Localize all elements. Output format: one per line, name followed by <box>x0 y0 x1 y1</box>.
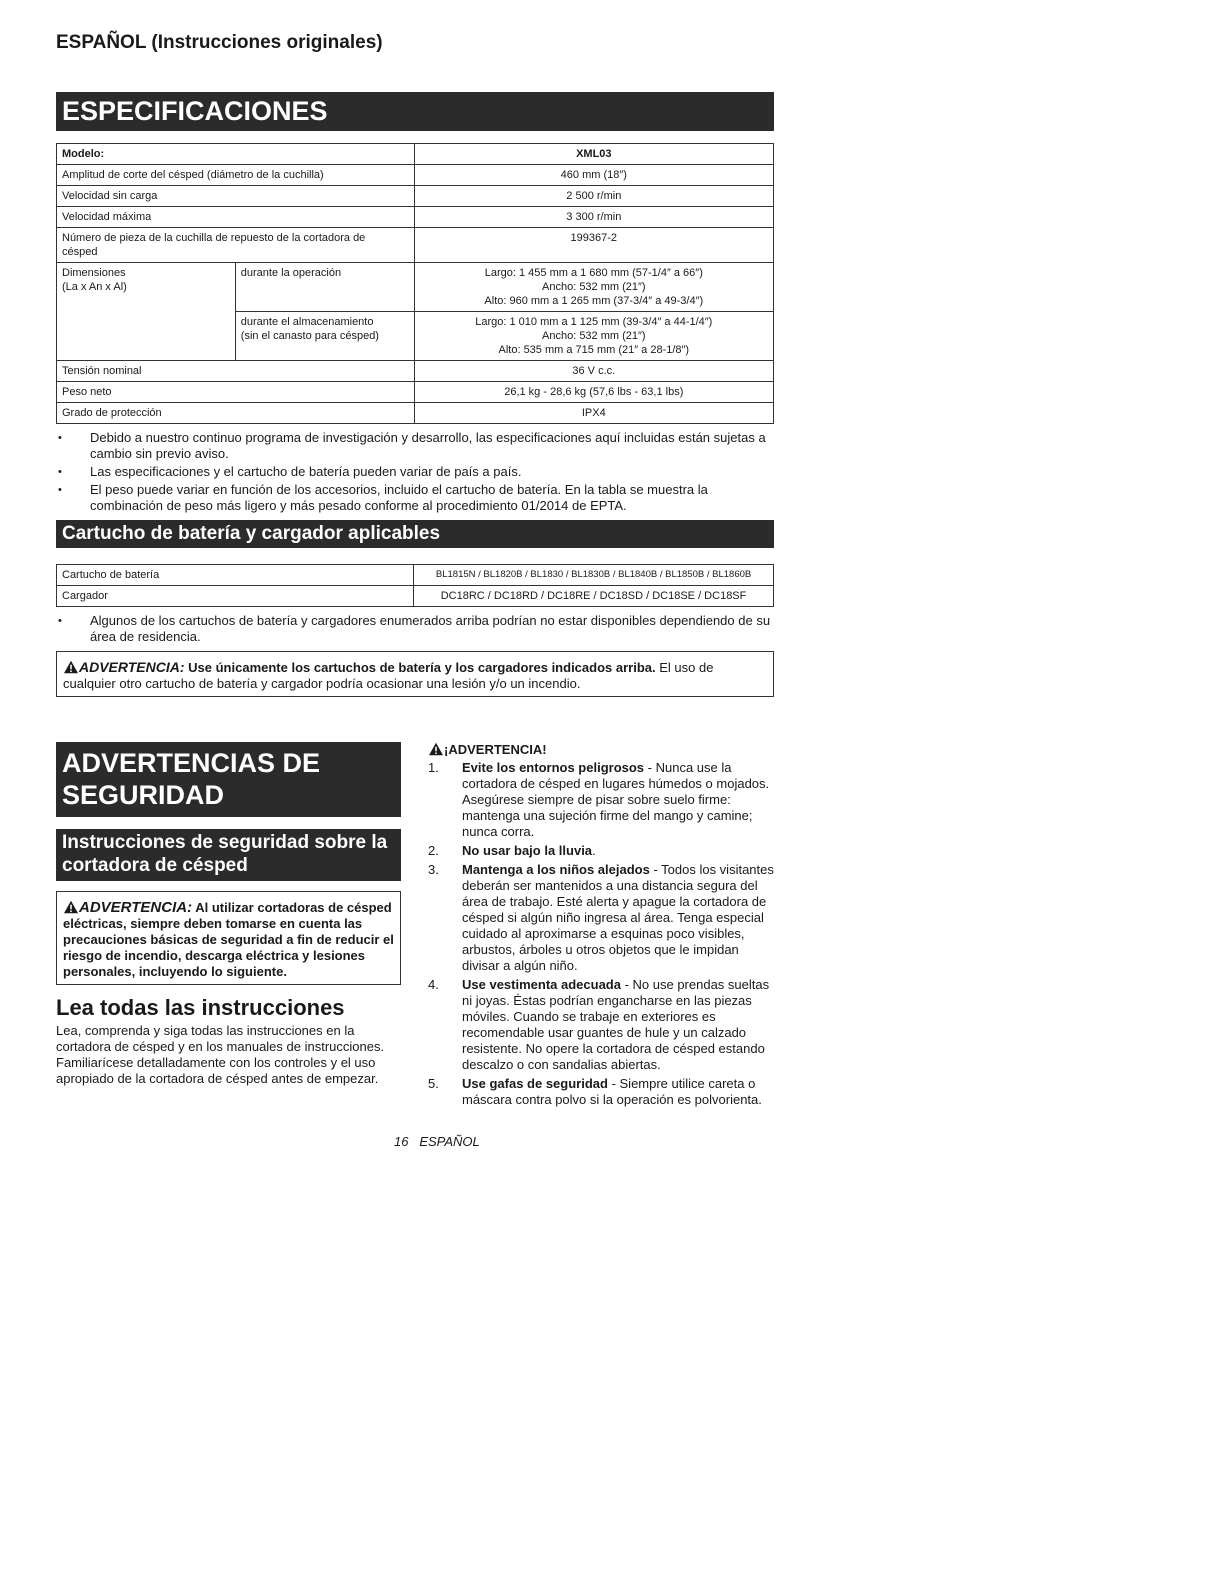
list-item: • El peso puede variar en función de los accesorios, incluido el cartucho de batería. En la tabla se muestra la combinación de peso más ligero y más pesado conforme al procedimiento 01/2014 de EPTA. <box>56 482 774 514</box>
safety-title <box>56 742 401 817</box>
safety-subtitle-line: cortadora de césped <box>62 855 248 876</box>
safety-subtitle-line: Instrucciones de seguridad sobre la <box>62 832 388 853</box>
list-item: • Las especificaciones y el cartucho de batería pueden variar de país a país. <box>56 464 774 480</box>
item-number: 1. <box>428 760 439 775</box>
warning-triangle-icon <box>428 742 444 756</box>
model-label: Modelo: <box>57 144 415 165</box>
battery-title: Cartucho de batería y cargador aplicables <box>56 520 774 548</box>
table-row <box>57 361 774 382</box>
table-row <box>57 382 774 403</box>
table-row <box>57 403 774 424</box>
spec-label: Velocidad máxima <box>57 207 415 228</box>
table-row <box>57 207 774 228</box>
list-item <box>428 862 774 974</box>
charger-value: DC18RC / DC18RD / DC18RE / DC18SD / DC18SE / DC18SF <box>414 586 774 607</box>
table-row <box>57 228 774 263</box>
dimension-value: Largo: 1 455 mm a 1 680 mm (57-1/4″ a 66″) <box>484 267 703 279</box>
item-text: - Siempre utilice careta o máscara contra polvo si la operación es polvorienta. <box>462 1076 762 1107</box>
table-row <box>57 586 774 607</box>
list-item: • Algunos de los cartuchos de batería y cargadores enumerados arriba podrían no estar disponibles dependiendo de su área de residencia. <box>56 613 774 645</box>
item-number: 3. <box>428 862 439 877</box>
spec-value: 2 500 r/min <box>414 186 773 207</box>
spec-value: 36 V c.c. <box>414 361 773 382</box>
table-row <box>57 144 774 165</box>
spec-value: IPX4 <box>414 403 773 424</box>
item-text: - No use prendas sueltas ni joyas. Éstas podrían engancharse en las piezas móviles. Cuando se trabaje en exteriores es recomendable usar guantes de hule y un calzado resistente. No opere la cortadora de césped estando descalzo o con sandalias abiertas. <box>462 977 770 1072</box>
spec-label: Grado de protección <box>57 403 415 424</box>
safety-title-line: ADVERTENCIAS DE <box>62 748 321 778</box>
advertencia-heading-text: ¡ADVERTENCIA! <box>444 742 547 757</box>
table-row <box>57 186 774 207</box>
item-text: - Nunca use la cortadora de césped en lugares húmedos o mojados. Asegúrese siempre de pisar sobre suelo firme: mantenga una sujeción firme del mango y camine; nunca corra. <box>462 760 770 839</box>
dimensions-label-line: Dimensiones <box>62 267 126 279</box>
warning-text: El uso de cualquier otro cartucho de batería y cargador podría ocasionar una lesión y/o un incendio. <box>63 660 714 691</box>
spec-value: 3 300 r/min <box>414 207 773 228</box>
list-item <box>428 1076 774 1108</box>
spec-value: 460 mm (18″) <box>414 165 773 186</box>
list-item <box>428 760 774 840</box>
spec-label: Peso neto <box>57 382 415 403</box>
item-bold: Use vestimenta adecuada <box>462 977 621 992</box>
spec-label: Amplitud de corte del césped (diámetro de la cuchilla) <box>57 165 415 186</box>
right-column <box>428 742 774 1111</box>
item-bold: Evite los entornos peligrosos <box>462 760 645 775</box>
item-bold: No usar bajo la lluvia <box>462 843 593 858</box>
dimension-value: Alto: 535 mm a 715 mm (21″ a 28-1/8″) <box>498 344 690 356</box>
dimensions-label <box>57 263 236 361</box>
item-number: 2. <box>428 843 439 858</box>
charger-label: Cargador <box>57 586 414 607</box>
dimension-value: Alto: 960 mm a 1 265 mm (37-3/4″ a 49-3/4″) <box>484 295 704 307</box>
specs-section <box>56 92 774 697</box>
model-value: XML03 <box>414 144 773 165</box>
battery-table <box>56 564 774 607</box>
item-text: . <box>592 843 596 858</box>
warning-bold-text: Use únicamente los cartuchos de batería y los cargadores indicados arriba. <box>188 660 656 675</box>
list-item: • Debido a nuestro continuo programa de investigación y desarrollo, las especificaciones aquí incluidas están sujetas a cambio sin previo aviso. <box>56 430 774 462</box>
table-row <box>57 565 774 586</box>
dimensions-op-values <box>414 263 773 312</box>
advertencia-list <box>428 760 774 1108</box>
item-number: 4. <box>428 977 439 992</box>
warning-text: Al utilizar cortadoras de césped eléctricas, siempre deben tomarse en cuenta las precauciones básicas de seguridad a fin de reducir el riesgo de incendio, descarga eléctrica y lesiones personales, incluyendo lo siguiente. <box>63 900 394 979</box>
table-row <box>57 263 774 312</box>
footer-language: ESPAÑOL <box>419 1134 480 1149</box>
safety-warning-box <box>56 891 401 985</box>
specs-table <box>56 143 774 424</box>
battery-notes <box>56 613 774 645</box>
storage-label-line: durante el almacenamiento <box>240 316 374 328</box>
page-number: 16 <box>394 1134 409 1149</box>
list-item <box>428 977 774 1073</box>
spec-value: 26,1 kg - 28,6 kg (57,6 lbs - 63,1 lbs) <box>414 382 773 403</box>
dimension-value: Largo: 1 010 mm a 1 125 mm (39-3/4″ a 44-1/4″) <box>475 316 713 328</box>
page-header: ESPAÑOL (Instrucciones originales) <box>56 32 383 53</box>
battery-warning-box <box>56 651 774 697</box>
safety-subtitle <box>56 829 401 881</box>
item-text: - Todos los visitantes deberán ser mantenidos a una distancia segura del área de trabajo. Esté alerta y apague la cortadora de césped si algún niño ingresa al área. Tenga especial cuidado al aproximarse a esquinas poco visibles, arbustos, árboles u otros objetos que le impidan divisar a algún niño. <box>462 862 774 973</box>
warning-title: ADVERTENCIA: <box>79 659 185 675</box>
left-column <box>56 742 401 1087</box>
read-instructions-text: Lea, comprenda y siga todas las instrucciones en la cortadora de césped y en los manuales de instrucciones. Familiarícese detalladamente con los controles y el uso apropiado de la cortadora de césped antes de empezar. <box>56 1023 385 1086</box>
warning-triangle-icon <box>63 900 79 914</box>
specs-notes <box>56 430 774 514</box>
spec-label: Velocidad sin carga <box>57 186 415 207</box>
advertencia-heading <box>428 742 774 757</box>
spec-label: Número de pieza de la cuchilla de repuesto de la cortadora de césped <box>57 228 415 263</box>
specs-title: ESPECIFICACIONES <box>56 92 774 131</box>
battery-label: Cartucho de batería <box>57 565 414 586</box>
page-footer <box>394 1134 480 1149</box>
spec-value: 199367-2 <box>414 228 773 263</box>
item-bold: Mantenga a los niños alejados <box>462 862 650 877</box>
dimension-value: Ancho: 532 mm (21″) <box>542 330 646 342</box>
list-item <box>428 843 774 859</box>
warning-title: ADVERTENCIA: <box>79 899 193 916</box>
warning-triangle-icon <box>63 660 79 674</box>
item-number: 5. <box>428 1076 439 1091</box>
dimensions-label-line: (La x An x Al) <box>62 281 127 293</box>
dimensions-storage-values <box>414 312 773 361</box>
dimensions-storage-label <box>235 312 414 361</box>
dimension-value: Ancho: 532 mm (21″) <box>542 281 646 293</box>
dimensions-op-label: durante la operación <box>235 263 414 312</box>
item-bold: Use gafas de seguridad <box>462 1076 608 1091</box>
spec-label: Tensión nominal <box>57 361 415 382</box>
battery-value: BL1815N / BL1820B / BL1830 / BL1830B / BL1840B / BL1850B / BL1860B <box>414 565 774 586</box>
table-row <box>57 165 774 186</box>
safety-title-line: SEGURIDAD <box>62 780 225 810</box>
storage-label-line: (sin el canasto para césped) <box>240 330 379 342</box>
read-instructions-heading: Lea todas las instrucciones <box>56 995 345 1020</box>
